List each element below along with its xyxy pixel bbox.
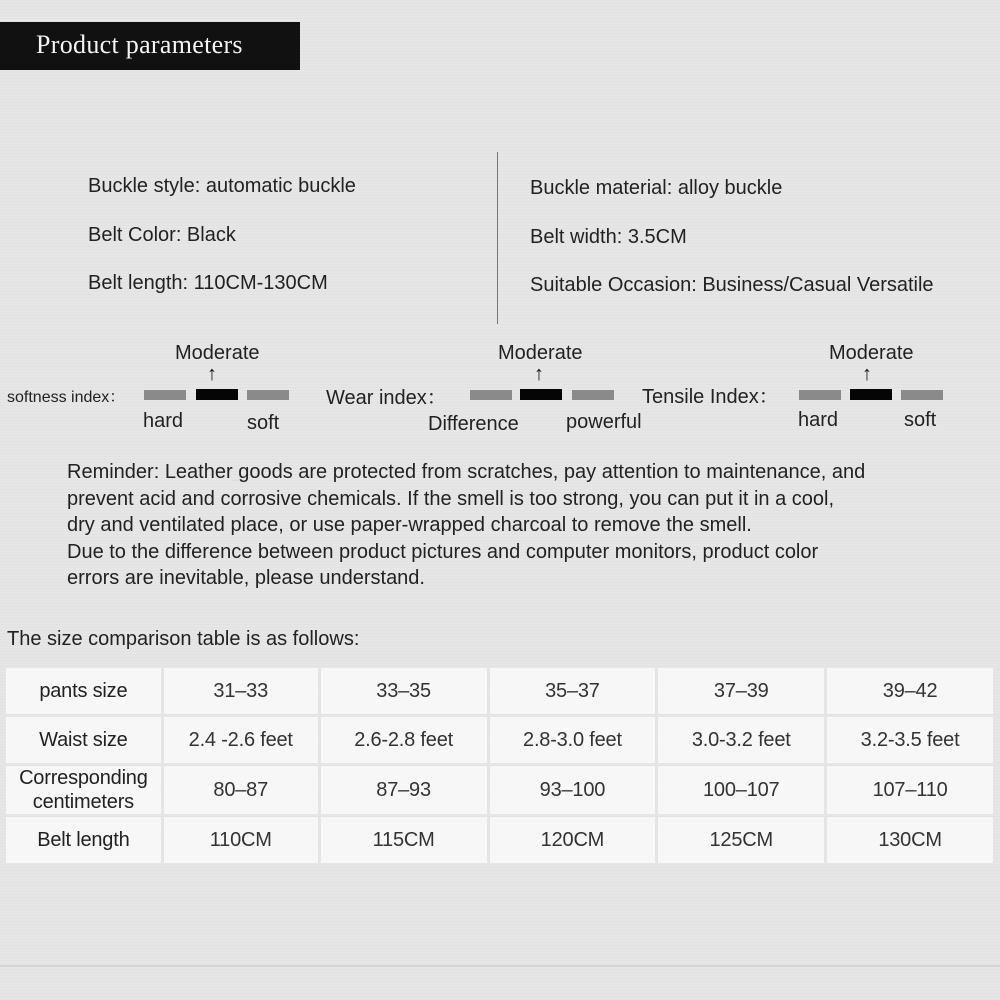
table-cell: 80–87 bbox=[164, 766, 318, 814]
tensile-bar-hard bbox=[799, 390, 841, 400]
table-cell: 125CM bbox=[658, 817, 824, 863]
softness-right-word: soft bbox=[247, 412, 280, 434]
table-cell: 93–100 bbox=[490, 766, 656, 814]
tensile-left-word: hard bbox=[798, 409, 839, 431]
softness-bar-hard bbox=[144, 390, 186, 400]
wear-bar-difference bbox=[470, 390, 512, 400]
size-table-caption: The size comparison table is as follows: bbox=[7, 628, 360, 650]
row-header-centimeters: Corresponding centimeters bbox=[6, 766, 161, 814]
table-cell: 35–37 bbox=[490, 668, 656, 714]
size-table bbox=[3, 665, 996, 866]
table-row bbox=[6, 668, 993, 714]
tensile-bar-moderate bbox=[850, 389, 892, 400]
section-header bbox=[0, 22, 300, 70]
table-cell: 3.2-3.5 feet bbox=[827, 717, 993, 763]
row-header-belt-length: Belt length bbox=[6, 817, 161, 863]
table-cell: 120CM bbox=[490, 817, 656, 863]
row-header-waist-size: Waist size bbox=[6, 717, 161, 763]
tensile-moderate-label: Moderate bbox=[829, 342, 914, 364]
table-cell: 39–42 bbox=[827, 668, 993, 714]
table-row bbox=[6, 717, 993, 763]
reminder-text bbox=[67, 459, 967, 592]
softness-moderate-label: Moderate bbox=[175, 342, 260, 364]
reminder-line: dry and ventilated place, or use paper-wrapped charcoal to remove the smell. bbox=[67, 514, 752, 537]
softness-index-label: softness index： bbox=[7, 389, 126, 406]
table-cell: 2.6-2.8 feet bbox=[321, 717, 487, 763]
param-suitable-occasion: Suitable Occasion: Business/Casual Versatile bbox=[530, 274, 934, 296]
tensile-up-arrow-icon: ↑ bbox=[862, 363, 872, 385]
tensile-bar-soft bbox=[901, 390, 943, 400]
table-cell: 2.8-3.0 feet bbox=[490, 717, 656, 763]
table-cell: 2.4 -2.6 feet bbox=[164, 717, 318, 763]
table-cell: 33–35 bbox=[321, 668, 487, 714]
table-row bbox=[6, 766, 993, 814]
wear-bar-moderate bbox=[520, 389, 562, 400]
row-header-pants-size: pants size bbox=[6, 668, 161, 714]
table-cell: 100–107 bbox=[658, 766, 824, 814]
wear-bar-powerful bbox=[572, 390, 614, 400]
tensile-index-label: Tensile Index： bbox=[642, 386, 779, 408]
wear-index-label: Wear index： bbox=[326, 387, 447, 409]
table-cell: 87–93 bbox=[321, 766, 487, 814]
reminder-line: Reminder: Leather goods are protected from scratches, pay attention to maintenance, and bbox=[67, 461, 866, 483]
softness-bar-moderate bbox=[196, 389, 238, 400]
table-cell: 115CM bbox=[321, 817, 487, 863]
softness-left-word: hard bbox=[143, 410, 184, 432]
table-row bbox=[6, 817, 993, 863]
param-belt-length: Belt length: 110CM-130CM bbox=[88, 272, 328, 294]
softness-up-arrow-icon: ↑ bbox=[207, 363, 217, 385]
wear-up-arrow-icon: ↑ bbox=[534, 363, 544, 385]
table-cell: 31–33 bbox=[164, 668, 318, 714]
param-belt-width: Belt width: 3.5CM bbox=[530, 226, 687, 248]
reminder-line: prevent acid and corrosive chemicals. If the smell is too strong, you can put it in a cool, bbox=[67, 487, 835, 510]
tensile-right-word: soft bbox=[904, 409, 937, 431]
param-buckle-style: Buckle style: automatic buckle bbox=[88, 175, 356, 197]
wear-moderate-label: Moderate bbox=[498, 342, 583, 364]
section-title: Product parameters bbox=[36, 30, 243, 59]
reminder-line: errors are inevitable, please understand. bbox=[67, 567, 425, 590]
column-divider bbox=[497, 152, 498, 324]
table-cell: 107–110 bbox=[827, 766, 993, 814]
softness-bar-soft bbox=[247, 390, 289, 400]
reminder-line: Due to the difference between product pictures and computer monitors, product color bbox=[67, 540, 819, 563]
wear-left-word: Difference bbox=[428, 413, 519, 435]
param-buckle-material: Buckle material: alloy buckle bbox=[530, 177, 783, 199]
param-belt-color: Belt Color: Black bbox=[88, 224, 236, 246]
wear-right-word: powerful bbox=[566, 411, 642, 433]
table-cell: 37–39 bbox=[658, 668, 824, 714]
table-cell: 130CM bbox=[827, 817, 993, 863]
table-cell: 3.0-3.2 feet bbox=[658, 717, 824, 763]
bottom-divider bbox=[0, 965, 1000, 967]
table-cell: 110CM bbox=[164, 817, 318, 863]
